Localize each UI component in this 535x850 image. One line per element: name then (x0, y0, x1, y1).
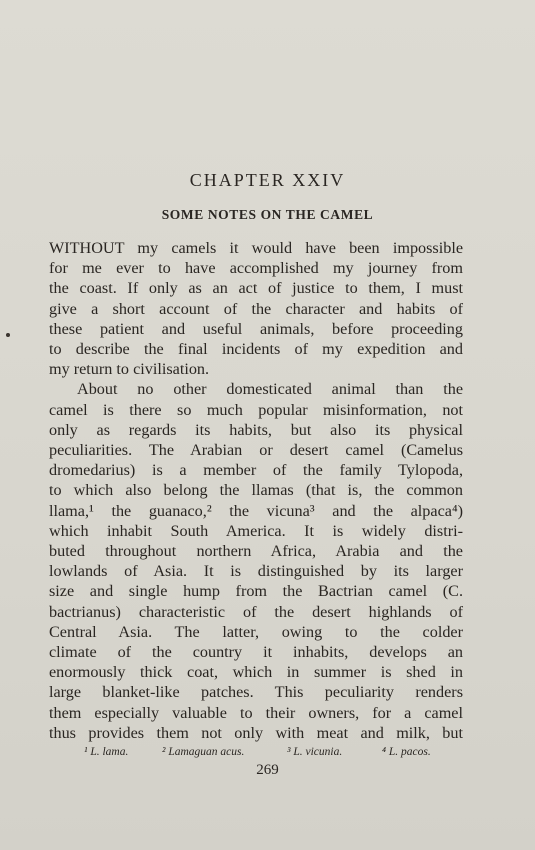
text-line: enormously thick coat, which in summer is shed in (49, 663, 463, 682)
text-line: peculiarities. The Arabian or desert camel (Camelus (49, 441, 463, 460)
text-line: the coast. If only as an act of justice to them, I must (49, 279, 463, 298)
text-line: dromedarius) is a member of the family Tylopoda, (49, 461, 463, 480)
text-line: About no other domesticated animal than the (77, 380, 463, 399)
text-line: for me ever to have accomplished my journey from (49, 259, 463, 278)
text-line: WITHOUT my camels it would have been impossible (49, 239, 463, 257)
text-line: Central Asia. The latter, owing to the colder (49, 622, 463, 641)
text-line: buted throughout northern Africa, Arabia and the (49, 542, 463, 561)
text-line: camel is there so much popular misinformation, not (49, 400, 463, 419)
page-blemish (6, 333, 10, 337)
text-line: my return to civilisation. (49, 360, 210, 379)
text-line: climate of the country it inhabits, develops an (49, 643, 463, 662)
text-line: thus provides them not only with meat and milk, but (49, 723, 463, 742)
text-line: them especially valuable to their owners, for a camel (49, 703, 463, 722)
body-text (49, 238, 463, 743)
footnote: ³ L. vicunia. (287, 746, 343, 758)
footnote: ⁴ L. pacos. (382, 746, 431, 758)
footnote: ² Lamaguan acus. (162, 746, 245, 758)
text-line: large blanket-like patches. This peculiarity renders (49, 683, 463, 702)
text-line: llama,¹ the guanaco,² the vicuna³ and the alpaca⁴) (49, 501, 463, 520)
chapter-title: SOME NOTES ON THE CAMEL (161, 207, 374, 222)
text-line: size and single hump from the Bactrian camel (C. (49, 582, 463, 601)
text-line: give a short account of the character and habits of (49, 299, 463, 318)
text-line: to which also belong the llamas (that is, the common (49, 481, 463, 500)
text-line: bactrianus) characteristic of the desert highlands of (49, 602, 463, 621)
text-line: which inhabit South America. It is widely distri- (49, 521, 463, 540)
text-line: these patient and useful animals, before proceeding (49, 319, 463, 338)
page-number: 269 (256, 762, 279, 778)
chapter-heading: CHAPTER XXIV (189, 170, 346, 190)
footnote: ¹ L. lama. (84, 746, 129, 758)
text-line: to describe the final incidents of my expedition and (49, 340, 463, 359)
text-line: lowlands of Asia. It is distinguished by its larger (49, 562, 463, 581)
text-line: only as regards its habits, but also its physical (49, 420, 463, 439)
